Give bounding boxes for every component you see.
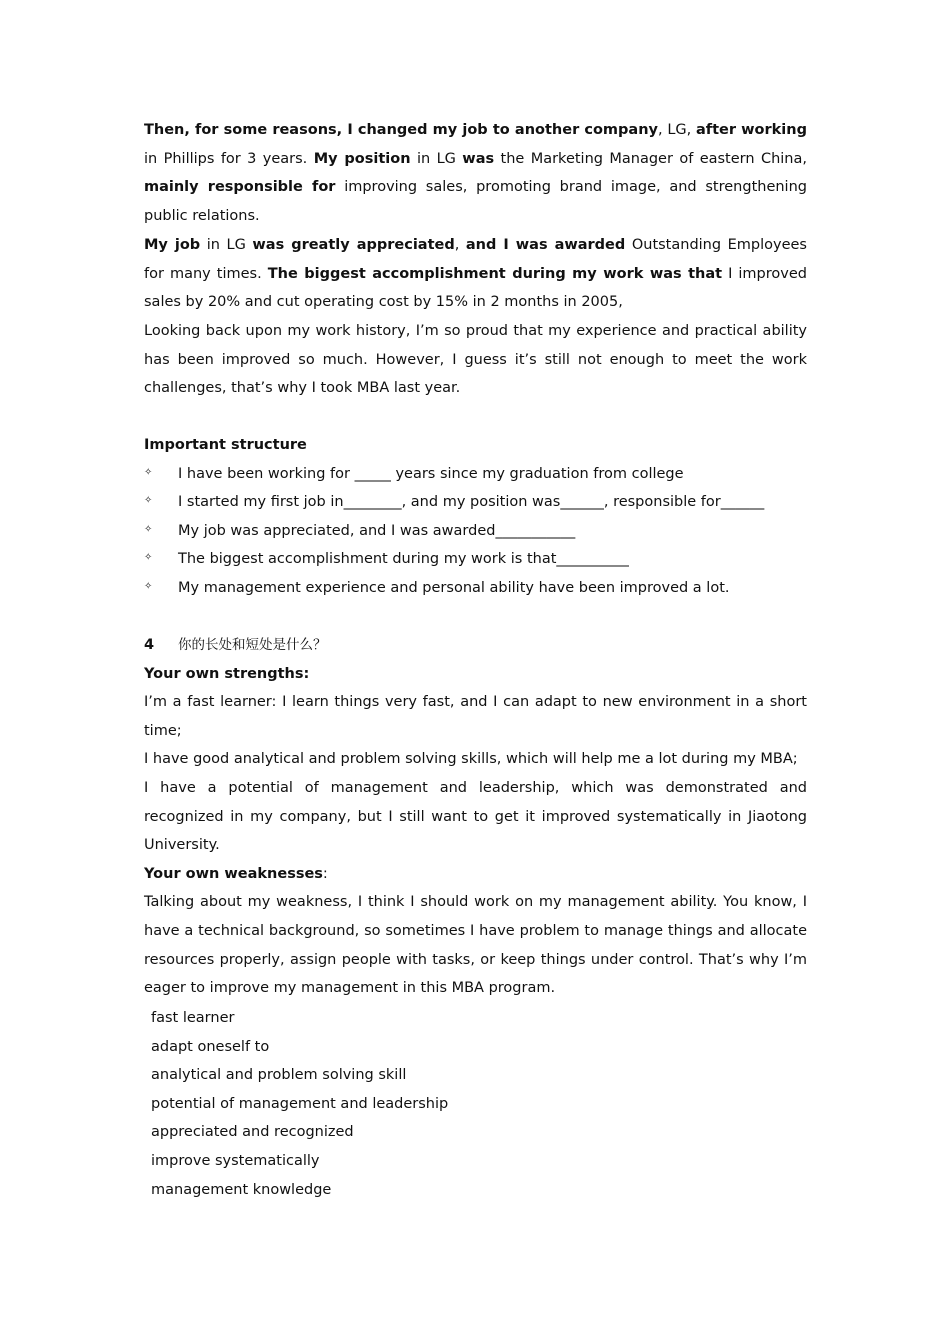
vocabulary-item: analytical and problem solving skill — [151, 1067, 407, 1084]
paragraph-achievements — [144, 231, 807, 317]
question-text: 你的长处和短处是什么？ — [178, 637, 327, 653]
paragraph-text: My job in LG was greatly appreciated, and I was awarded Outstanding Employees for many times. The biggest accomplishment during my work was that I improved sales by 20% and cut operating cost by 15% in 2 months in 2005, — [144, 237, 807, 311]
section-4-strengths-weaknesses — [144, 631, 807, 1003]
list-item: ✧ My management experience and personal ability have been improved a lot. — [144, 574, 807, 603]
diamond-star-bullet-icon — [144, 525, 152, 535]
strengths-heading: Your own strengths: — [144, 665, 310, 682]
vocabulary-item: appreciated and recognized — [151, 1124, 354, 1141]
list-item: ✧ I started my first job in________, and my position was______, responsible for______ — [144, 488, 807, 517]
paragraph-job-change — [144, 116, 807, 230]
vocabulary-item: adapt oneself to — [151, 1038, 270, 1055]
weaknesses-heading-line: Your own weaknesses: — [144, 865, 328, 882]
section-heading: Important structure — [144, 437, 307, 453]
section-question — [144, 631, 807, 660]
vocabulary-item: improve systematically — [151, 1152, 320, 1169]
strength-item: I’m a fast learner: I learn things very fast, and I can adapt to new environment in a short time; — [144, 694, 807, 739]
weakness-text: Talking about my weakness, I think I should work on my management ability. You know, I have a technical background, so sometimes I have problem to manage things and allocate resources properly, assign people with tasks, or keep things under control. That’s why I’m eager to improve my management in this MBA program. — [144, 894, 807, 997]
paragraph-looking-back — [144, 317, 807, 403]
vocabulary-item: fast learner — [151, 1010, 235, 1026]
vocabulary-list — [144, 1004, 807, 1204]
weaknesses-heading: Your own weaknesses — [144, 865, 323, 882]
diamond-star-bullet-icon — [144, 582, 152, 592]
important-structure-section — [144, 431, 807, 603]
diamond-star-bullet-icon — [144, 468, 152, 478]
paragraph-text: Then, for some reasons, I changed my job to another company, LG, after working in Phillips for 3 years. My position in LG was the Marketing Manager of eastern China, mainly responsible for improving sales, promoting brand image, and strengthening public relations. — [144, 122, 807, 224]
list-item: ✧ I have been working for _____ years since my graduation from college — [144, 460, 807, 489]
strength-item: I have good analytical and problem solving skills, which will help me a lot during my MBA; — [144, 751, 798, 768]
diamond-star-bullet-icon — [144, 553, 152, 563]
section-number: 4 — [144, 637, 155, 653]
list-item: ✧ My job was appreciated, and I was awarded___________ — [144, 517, 807, 546]
paragraph-text: Looking back upon my work history, I’m so proud that my experience and practical ability has been improved so much. However, I guess it’s still not enough to meet the work challenges, that’s why I took MBA last year. — [144, 323, 807, 397]
vocabulary-item: potential of management and leadership — [151, 1095, 449, 1112]
strength-item: I have a potential of management and leadership, which was demonstrated and recognized in my company, but I still want to get it improved systematically in Jiaotong University. — [144, 779, 807, 854]
diamond-star-bullet-icon — [144, 496, 152, 506]
vocabulary-item: management knowledge — [151, 1181, 332, 1198]
list-item: ✧ The biggest accomplishment during my work is that__________ — [144, 545, 807, 574]
